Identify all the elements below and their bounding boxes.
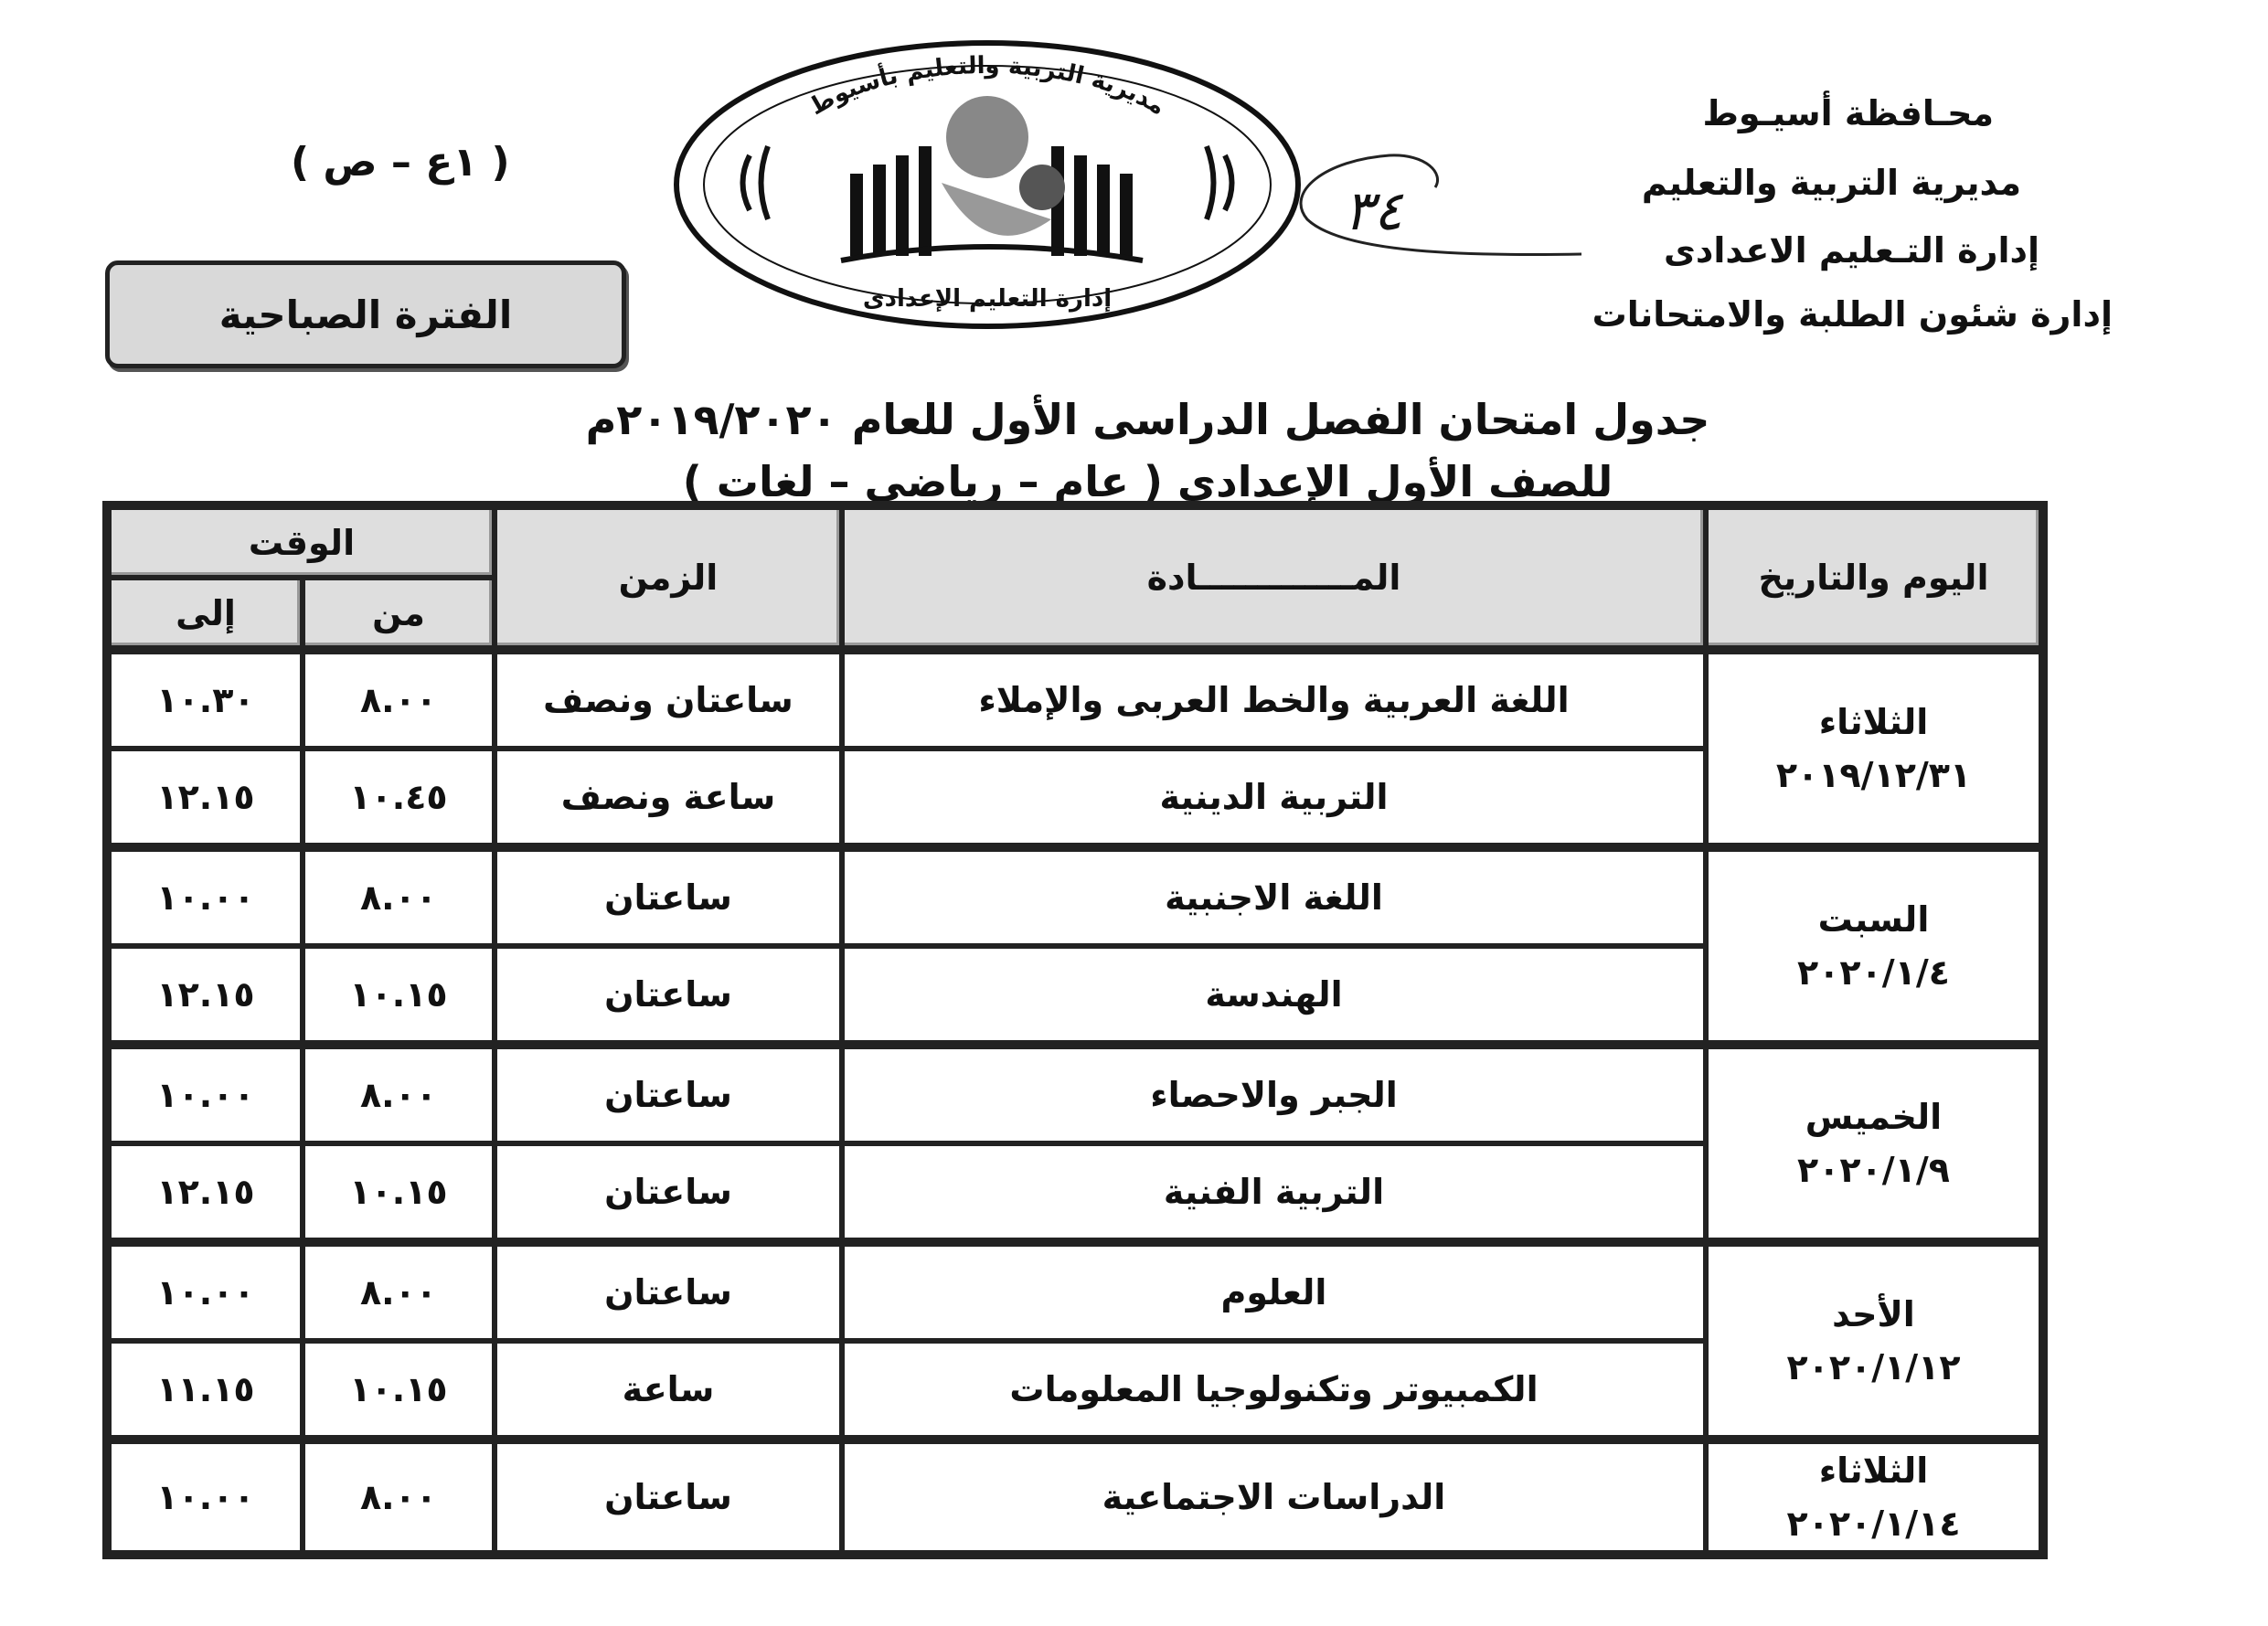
schedule-title: جدول امتحان الفصل الدراسى الأول للعام ٢٠١٩/٢٠٢٠م: [585, 395, 1710, 444]
day-name: الأحد: [1832, 1294, 1915, 1334]
day-date: ٢٠٢٠/١/٩: [1797, 1150, 1950, 1190]
day-date: ٢٠١٩/١٢/٣١: [1775, 755, 1972, 795]
to-cell: ١٢.١٥: [109, 1143, 303, 1240]
to-cell: ١٢.١٥: [109, 749, 303, 845]
from-cell: ٨.٠٠: [303, 1438, 495, 1553]
to-cell: ١٠.٠٠: [109, 1043, 303, 1143]
subject-cell: التربية الفنية: [842, 1143, 1706, 1240]
subject-cell: الدراسات الاجتماعية: [842, 1438, 1706, 1553]
duration-cell: ساعتان: [495, 1240, 842, 1341]
from-cell: ١٠.١٥: [303, 1143, 495, 1240]
header-to: إلى: [109, 578, 303, 648]
day-name: الخميس: [1805, 1097, 1943, 1137]
day-date: ٢٠٢٠/١/١٢: [1786, 1347, 1961, 1387]
day-cell: [1706, 1438, 2041, 1553]
to-cell: ١١.١٥: [109, 1341, 303, 1438]
day-name: الثلاثاء: [1818, 1451, 1929, 1491]
header-day-date: اليوم والتاريخ: [1706, 507, 2041, 648]
from-cell: ١٠.١٥: [303, 1341, 495, 1438]
day-name: الثلاثاء: [1818, 702, 1929, 742]
from-cell: ٨.٠٠: [303, 1043, 495, 1143]
period-badge: الفترة الصباحية: [105, 260, 626, 368]
duration-cell: ساعتان: [495, 946, 842, 1043]
day-cell: [1706, 648, 2041, 845]
directorate-label: مديرية التربية والتعليم: [1641, 163, 2021, 203]
header-from: من: [303, 578, 495, 648]
day-cell: [1706, 1043, 2041, 1240]
logo-top-text: مديرية التربية والتعليم بأسيوط: [804, 51, 1171, 122]
table-row: [109, 845, 2041, 946]
directorate-logo: [667, 37, 1307, 334]
day-cell: [1706, 1240, 2041, 1438]
duration-cell: ساعتان: [495, 1043, 842, 1143]
header-duration: الزمن: [495, 507, 842, 648]
table-row: [109, 1043, 2041, 1143]
subject-cell: اللغة الاجنبية: [842, 845, 1706, 946]
table-row: [109, 1438, 2041, 1553]
to-cell: ١٠.٠٠: [109, 845, 303, 946]
day-date: ٢٠٢٠/١/١٤: [1786, 1504, 1961, 1544]
table-row: [109, 1240, 2041, 1341]
duration-cell: ساعتان: [495, 845, 842, 946]
day-name: السبت: [1817, 899, 1930, 940]
duration-cell: ساعة: [495, 1341, 842, 1438]
to-cell: ١٢.١٥: [109, 946, 303, 1043]
subject-cell: التربية الدينية: [842, 749, 1706, 845]
day-date: ٢٠٢٠/١/٤: [1797, 952, 1950, 993]
subject-cell: الكمبيوتر وتكنولوجيا المعلومات: [842, 1341, 1706, 1438]
from-cell: ٨.٠٠: [303, 1240, 495, 1341]
administration-label: إدارة التـعليم الاعدادى: [1664, 230, 2039, 271]
from-cell: ٨.٠٠: [303, 648, 495, 749]
exams-affairs-label: إدارة شئون الطلبة والامتحانات: [1592, 294, 2113, 335]
day-cell: [1706, 845, 2041, 1043]
from-cell: ٨.٠٠: [303, 845, 495, 946]
handwritten-number: ٣٤: [1344, 179, 1403, 243]
from-cell: ١٠.٤٥: [303, 749, 495, 845]
exam-schedule-table: [102, 501, 2048, 1559]
subject-cell: اللغة العربية والخط العربى والإملاء: [842, 648, 1706, 749]
subject-cell: الجبر والاحصاء: [842, 1043, 1706, 1143]
governorate-label: محـافظة أسيـوط: [1702, 93, 1994, 133]
to-cell: ١٠.٣٠: [109, 648, 303, 749]
duration-cell: ساعة ونصف: [495, 749, 842, 845]
subject-cell: الهندسة: [842, 946, 1706, 1043]
header-time: الوقت: [109, 507, 495, 578]
to-cell: ١٠.٠٠: [109, 1240, 303, 1341]
logo-bottom-text: إدارة التعليم الإعدادى: [862, 285, 1113, 313]
header-subject: المـــــــــــــادة: [842, 507, 1706, 648]
table-row: [109, 648, 2041, 749]
from-cell: ١٠.١٥: [303, 946, 495, 1043]
handwritten-scribble-icon: [1289, 146, 1591, 265]
duration-cell: ساعتان ونصف: [495, 648, 842, 749]
to-cell: ١٠.٠٠: [109, 1438, 303, 1553]
document-code: ( ١ع – ص ): [291, 139, 510, 186]
duration-cell: ساعتان: [495, 1438, 842, 1553]
subject-cell: العلوم: [842, 1240, 1706, 1341]
schedule-subtitle: للصف الأول الإعدادى ( عام – رياضى – لغات ): [682, 457, 1613, 506]
duration-cell: ساعتان: [495, 1143, 842, 1240]
